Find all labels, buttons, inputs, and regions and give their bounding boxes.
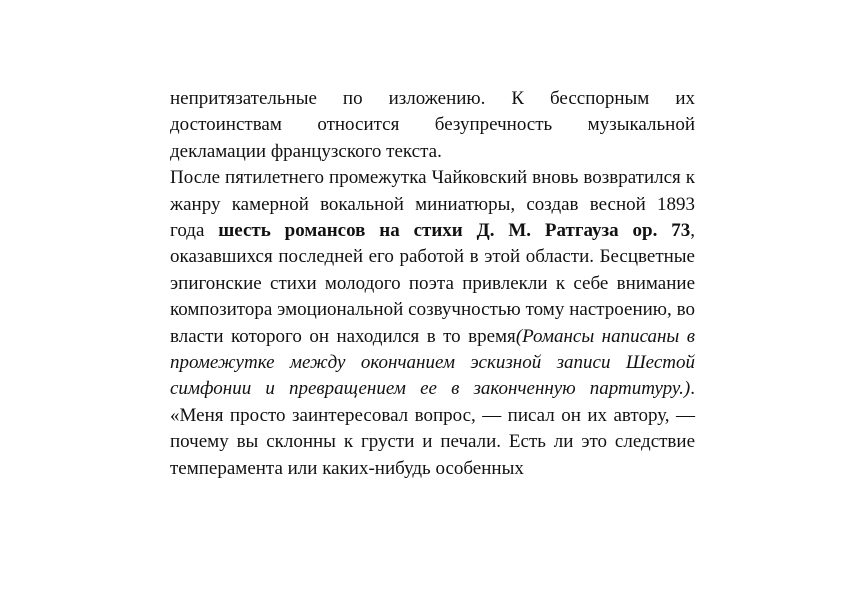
paragraph-2-text-middle: , оказавшихся последней его работой в этой области. Бесцветные эпигонские стихи молодого поэта привлекли к себе внимание композитора эмоциональной созвучностью тому настроению, во власти которого он находился в то время [170, 220, 695, 347]
paragraph-1 [170, 86, 695, 165]
paragraph-2-text-start: После пятилетнего промежутка Чайковский вновь возвратился к жанру камерной вокальной миниатюры, создав весной 1893 года [170, 167, 695, 242]
romance-cycle-title: шесть романсов на стихи Д. М. Ратгауза ор. 73 [218, 220, 691, 242]
paragraph-2-text-end: . «Меня просто заинтересовал вопрос, — писал он их автору, — почему вы склонны к грусти и печали. Есть ли это следствие темперамента или каких-нибудь особенных [170, 378, 695, 479]
paragraph-2 [170, 165, 695, 482]
text-body [170, 86, 695, 482]
paragraph-1-text: непритязательные по изложению. К бесспорным их достоинствам относится безупречность музыкальной декламации французского текста. [170, 88, 695, 162]
italic-footnote: (Романсы написаны в промежутке между окончанием эскизной записи Шестой симфонии и превращением ее в законченную партитуру.) [170, 325, 695, 400]
